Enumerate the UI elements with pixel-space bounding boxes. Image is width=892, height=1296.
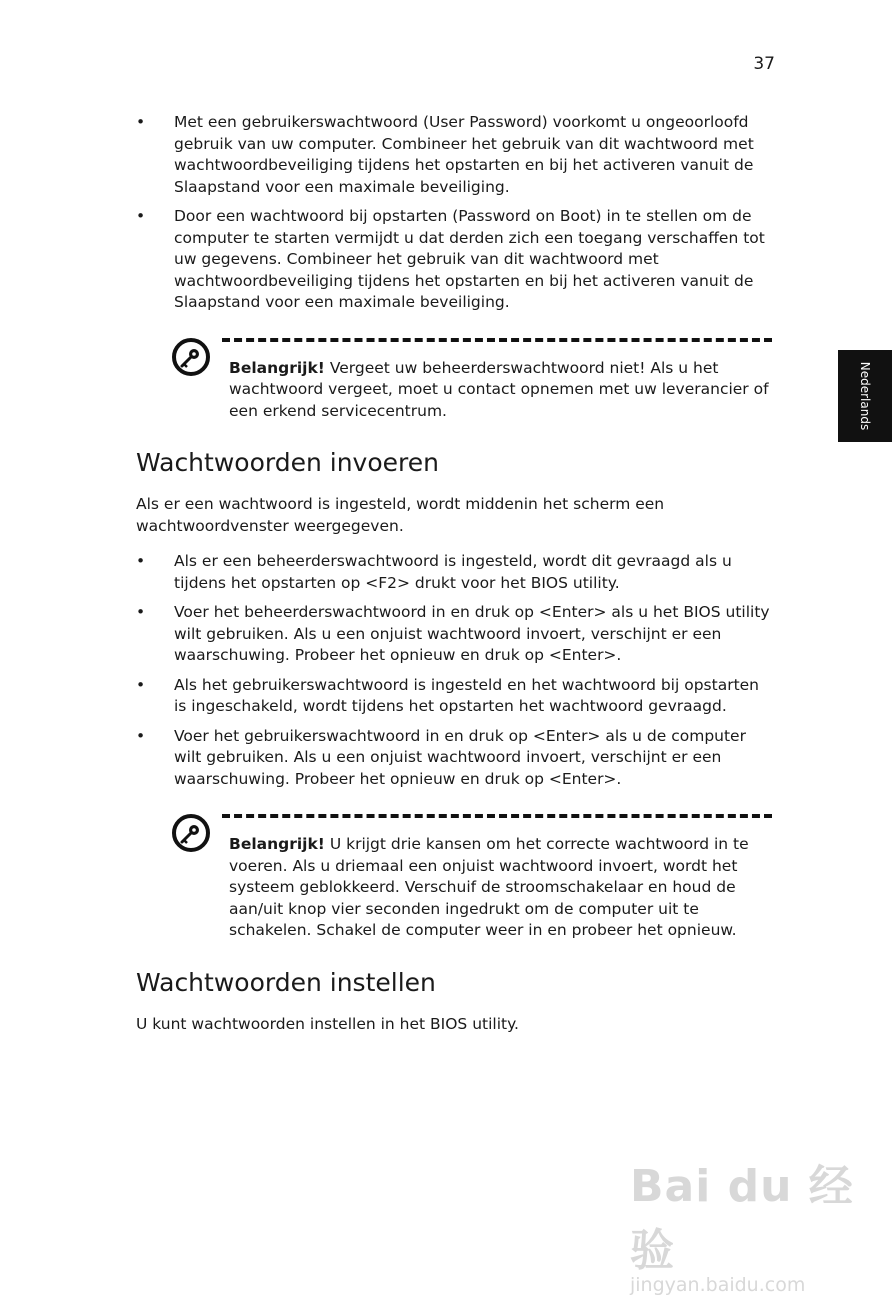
list-item: • Voer het gebruikerswachtwoord in en druk op <Enter> als u de computer wilt gebruiken. Als u een onjuist wachtwoord invoert, verschijnt er een waarschuwing. Probeer het opnieuw en druk op <Enter>.: [136, 726, 746, 788]
language-side-tab: [838, 350, 892, 442]
language-tab-label: Nederlands: [858, 361, 872, 431]
bullet-icon: •: [136, 113, 146, 131]
important-note: [172, 814, 776, 942]
page-number: 37: [753, 54, 775, 74]
bullet-icon: •: [136, 207, 146, 225]
bullet-icon: •: [136, 552, 146, 570]
watermark-brand: Bai du 经验: [630, 1161, 854, 1276]
list-item: • Voer het beheerderswachtwoord in en druk op <Enter> als u het BIOS utility wilt gebruiken. Als u een onjuist wachtwoord invoert, verschijnt er een waarschuwing. Probeer het opnieuw en druk op <Enter>.: [136, 603, 770, 664]
list-item: • Als er een beheerderswachtwoord is ingesteld, wordt dit gevraagd als u tijdens het opstarten op <F2> drukt voor het BIOS utility.: [136, 552, 732, 592]
bullet-icon: •: [136, 726, 146, 745]
bullet-icon: •: [136, 675, 146, 694]
section-intro: U kunt wachtwoorden instellen in het BIOS utility.: [136, 1014, 519, 1033]
list-item: • Door een wachtwoord bij opstarten (Password on Boot) in te stellen om de computer te starten vermijdt u dat derden zich een toegang verschaffen tot uw gegevens. Combineer het gebruik van dit wachtwoord met wachtwoordbeveiliging tijdens het opstarten en bij het activeren vanuit de Slaapstand voor een maximale beveiliging.: [136, 207, 765, 311]
section-intro: Als er een wachtwoord is ingesteld, wordt middenin het scherm een wachtwoordvenster weergegeven.: [136, 495, 665, 535]
watermark-logo: [630, 1150, 892, 1296]
key-icon: [172, 338, 210, 376]
bullet-icon: •: [136, 603, 146, 621]
page-content: [136, 112, 776, 1049]
key-icon: [172, 814, 210, 852]
important-note: [172, 338, 776, 423]
section-heading: Wachtwoorden invoeren: [136, 448, 439, 477]
watermark-url: jingyan.baidu.com: [630, 1274, 806, 1296]
note-text: Belangrijk! Vergeet uw beheerderswachtwoord niet! Als u het wachtwoord vergeet, moet u contact opnemen met uw leverancier of een erkend servicecentrum.: [229, 358, 769, 420]
dashed-divider: [222, 338, 772, 342]
note-text: Belangrijk! U krijgt drie kansen om het correcte wachtwoord in te voeren. Als u driemaal een onjuist wachtwoord invoert, wordt het systeem geblokkeerd. Verschuif de stroomschakelaar en houd de aan/uit knop vier seconden ingedrukt om de computer uit te schakelen. Schakel de computer weer in en probeer het opnieuw.: [229, 835, 749, 939]
list-item: • Als het gebruikerswachtwoord is ingesteld en het wachtwoord bij opstarten is ingeschakeld, wordt tijdens het opstarten het wachtwoord gevraagd.: [136, 675, 760, 715]
note-label: Belangrijk!: [229, 358, 325, 377]
dashed-divider: [222, 814, 772, 818]
top-bullet-list: [136, 112, 776, 314]
section-heading: Wachtwoorden instellen: [136, 967, 436, 997]
note-label: Belangrijk!: [229, 835, 325, 853]
list-item: • Met een gebruikerswachtwoord (User Password) voorkomt u ongeoorloofd gebruik van uw computer. Combineer het gebruik van dit wachtwoord met wachtwoordbeveiliging tijdens het opstarten en bij het activeren vanuit de Slaapstand voor een maximale beveiliging.: [136, 113, 754, 196]
section-bullet-list: [136, 551, 776, 790]
